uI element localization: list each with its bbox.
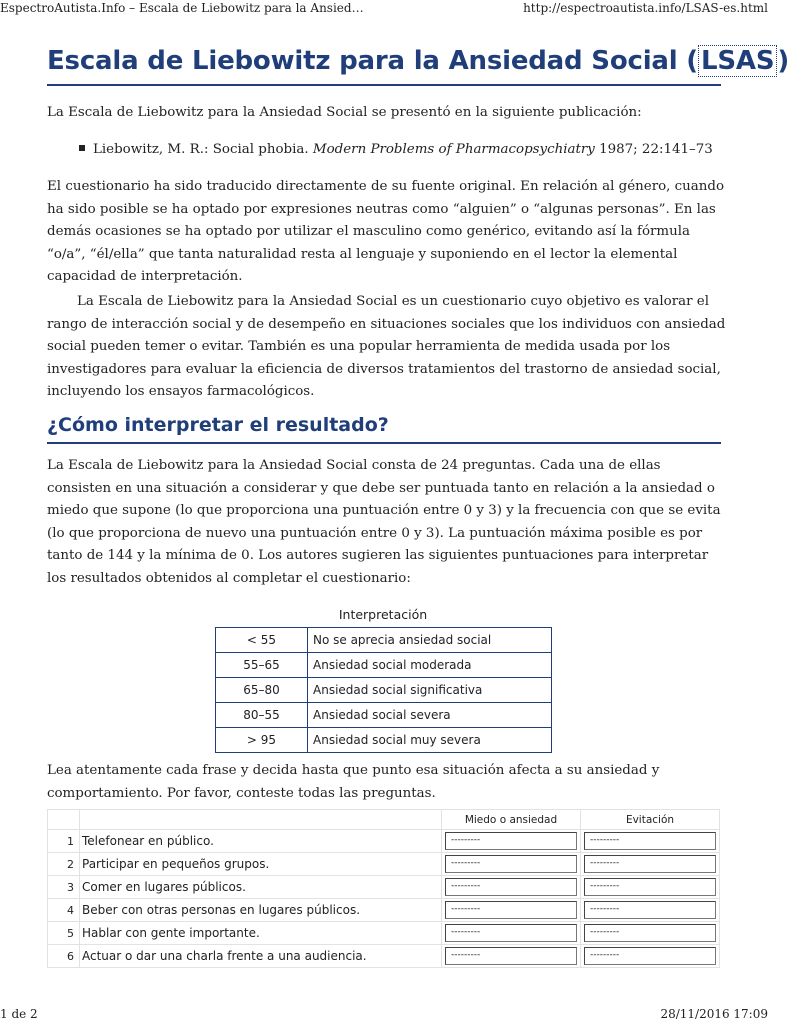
fear-cell	[442, 899, 581, 922]
title-close: )	[777, 46, 789, 76]
fear-select[interactable]: ---------	[445, 901, 577, 919]
table-row	[216, 728, 552, 753]
table-row	[48, 830, 720, 853]
reference-authors: Liebowitz, M. R.: Social phobia.	[93, 142, 313, 157]
score-label: No se aprecia ansiedad social	[308, 628, 552, 653]
avoidance-select[interactable]: ---------	[584, 901, 716, 919]
section-heading: ¿Cómo interpretar el resultado?	[47, 414, 721, 444]
avoidance-cell	[581, 853, 720, 876]
intro-paragraph: La Escala de Liebowitz para la Ansiedad Social se presentó en la siguiente publicación:	[47, 105, 642, 120]
avoidance-cell	[581, 876, 720, 899]
question-text: Beber con otras personas en lugares públicos.	[80, 899, 442, 922]
print-datetime: 28/11/2016 17:09	[660, 1007, 768, 1021]
bullet-icon	[79, 145, 85, 151]
score-range: < 55	[216, 628, 308, 653]
avoidance-cell	[581, 945, 720, 968]
fear-cell	[442, 853, 581, 876]
fear-cell	[442, 830, 581, 853]
avoidance-cell	[581, 922, 720, 945]
instructions-paragraph: Lea atentamente cada frase y decida hasta que punto esa situación afecta a su ansiedad y comportamiento. Por favor, conteste todas las preguntas.	[47, 763, 660, 801]
interpretation-caption: Interpretación	[338, 607, 428, 622]
question-number: 3	[48, 876, 80, 899]
avoidance-select[interactable]: ---------	[584, 855, 716, 873]
header-spacer	[48, 810, 80, 830]
table-row	[216, 628, 552, 653]
table-row	[48, 853, 720, 876]
score-label: Ansiedad social severa	[308, 703, 552, 728]
page-title	[47, 46, 789, 86]
fear-cell	[442, 945, 581, 968]
question-text: Actuar o dar una charla frente a una audiencia.	[80, 945, 442, 968]
paragraph-description: La Escala de Liebowitz para la Ansiedad Social es un cuestionario cuyo objetivo es valorar el rango de interacción social y de desempeño en situaciones sociales que los individuos con ansiedad social pueden temer o evitar. También es una popular herramienta de medida usada por los investigadores para evaluar la eficiencia de diversos tratamientos del trastorno de ansiedad social, incluyendo los ensayos farmacológicos.	[47, 294, 726, 399]
table-row	[216, 653, 552, 678]
reference-item	[79, 142, 713, 157]
header-spacer	[80, 810, 442, 830]
avoidance-select[interactable]: ---------	[584, 832, 716, 850]
browser-url[interactable]: http://espectroautista.info/LSAS-es.html	[523, 1, 768, 15]
score-range: 80–55	[216, 703, 308, 728]
reference-details: 1987; 22:141–73	[594, 142, 713, 157]
score-range: 65–80	[216, 678, 308, 703]
score-label: Ansiedad social moderada	[308, 653, 552, 678]
table-row	[216, 678, 552, 703]
questionnaire-table	[47, 809, 720, 968]
question-text: Telefonear en público.	[80, 830, 442, 853]
interpretation-table	[215, 627, 552, 753]
fear-select[interactable]: ---------	[445, 924, 577, 942]
score-range: > 95	[216, 728, 308, 753]
score-label: Ansiedad social muy severa	[308, 728, 552, 753]
column-header-fear: Miedo o ansiedad	[442, 810, 581, 830]
column-header-avoidance: Evitación	[581, 810, 720, 830]
table-row	[48, 876, 720, 899]
question-number: 5	[48, 922, 80, 945]
fear-select[interactable]: ---------	[445, 947, 577, 965]
question-text: Participar en pequeños grupos.	[80, 853, 442, 876]
question-number: 6	[48, 945, 80, 968]
table-row	[48, 945, 720, 968]
score-label: Ansiedad social significativa	[308, 678, 552, 703]
question-text: Hablar con gente importante.	[80, 922, 442, 945]
table-row	[48, 899, 720, 922]
question-text: Comer en lugares públicos.	[80, 876, 442, 899]
avoidance-select[interactable]: ---------	[584, 947, 716, 965]
paragraph-translation: El cuestionario ha sido traducido directamente de su fuente original. En relación al género, cuando ha sido posible se ha optado por expresiones neutras como “alguien” o “algunas personas”. En las demás ocasiones se ha optado por utilizar el masculino como genérico, evitando así la fórmula “o/a”, “él/ella” que tanta naturalidad resta al lenguaje y suponiendo en el lector la elemental capacidad de interpretación.	[47, 179, 725, 284]
avoidance-select[interactable]: ---------	[584, 878, 716, 896]
fear-cell	[442, 922, 581, 945]
avoidance-select[interactable]: ---------	[584, 924, 716, 942]
fear-select[interactable]: ---------	[445, 855, 577, 873]
table-row	[48, 922, 720, 945]
question-number: 4	[48, 899, 80, 922]
score-range: 55–65	[216, 653, 308, 678]
page-number: 1 de 2	[0, 1007, 38, 1021]
title-text: Escala de Liebowitz para la Ansiedad Social (	[47, 46, 698, 76]
lsas-abbreviation[interactable]: LSAS	[698, 45, 777, 77]
fear-select[interactable]: ---------	[445, 832, 577, 850]
table-header-row	[48, 810, 720, 830]
browser-page-title: EspectroAutista.Info – Escala de Liebowitz para la Ansied…	[0, 1, 364, 15]
table-row	[216, 703, 552, 728]
paragraph-interpretation: La Escala de Liebowitz para la Ansiedad Social consta de 24 preguntas. Cada una de ellas consisten en una situación a considerar y que debe ser puntuada tanto en relación a la ansiedad o miedo que supone (lo que proporciona una puntuación entre 0 y 3) y la frecuencia con que se evita (lo que proporciona de nuevo una puntuación entre 0 y 3). La puntuación máxima posible es por tanto de 144 y la mínima de 0. Los autores sugieren las siguientes puntuaciones para interpretar los resultados obtenidos al completar el cuestionario:	[47, 458, 721, 586]
question-number: 1	[48, 830, 80, 853]
avoidance-cell	[581, 899, 720, 922]
fear-select[interactable]: ---------	[445, 878, 577, 896]
avoidance-cell	[581, 830, 720, 853]
reference-journal: Modern Problems of Pharmacopsychiatry	[312, 142, 595, 157]
question-number: 2	[48, 853, 80, 876]
fear-cell	[442, 876, 581, 899]
